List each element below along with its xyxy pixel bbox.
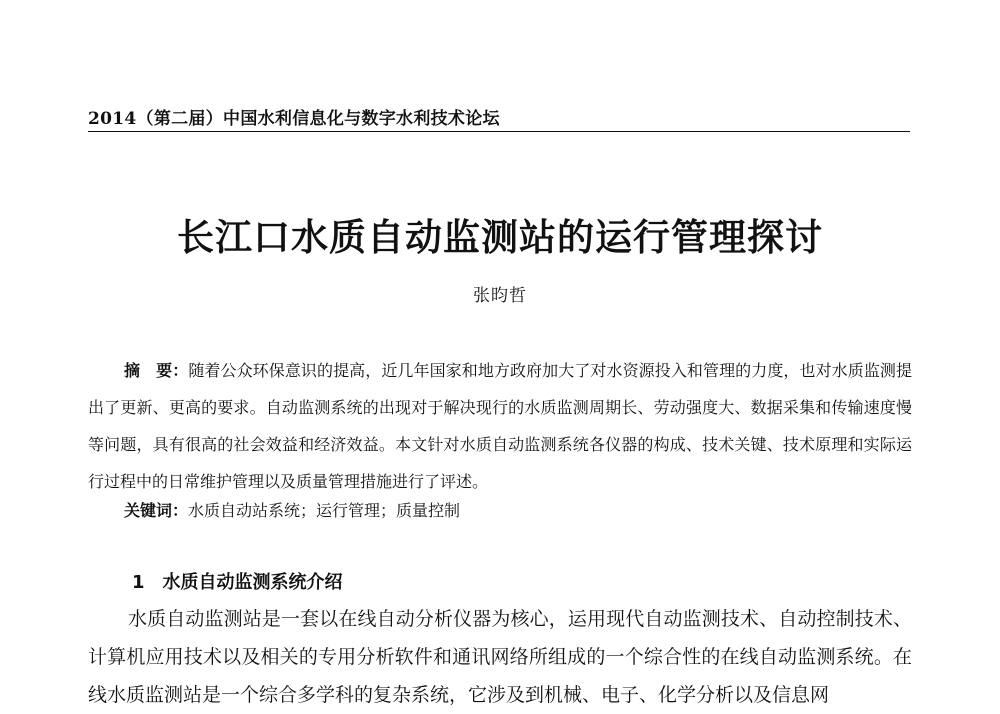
keywords-text: 水质自动站系统；运行管理；质量控制 (188, 501, 461, 520)
header-divider (88, 131, 910, 132)
keywords-label: 关键词： (124, 501, 189, 520)
paper-title: 长江口水质自动监测站的运行管理探讨 (177, 215, 823, 259)
running-header: 2014（第二届）中国水利信息化与数字水利技术论坛 (88, 109, 500, 129)
abstract-text: 随着公众环保意识的提高，近几年国家和地方政府加大了对水资源投入和管理的力度，也对水质监测提出了更新、更高的要求。自动监测系统的出现对于解决现行的水质监测周期长、劳动强度大、数据采集和传输速度慢等问题，具有很高的社会效益和经济效益。本文针对水质自动监测系统各仪器的构成、技术关键、技术原理和实际运行过程中的日常维护管理以及质量管理措施进行了评述。 (88, 361, 912, 491)
abstract-label: 摘 要： (124, 361, 189, 380)
section-1-heading: 1 水质自动监测系统介绍 (132, 572, 343, 593)
keywords-line (124, 498, 460, 521)
paper-author: 张昀哲 (473, 286, 527, 306)
abstract-paragraph (88, 352, 912, 500)
section-1-paragraph: 水质自动监测站是一套以在线自动分析仪器为核心，运用现代自动监测技术、自动控制技术、计算机应用技术以及相关的专用分析软件和通讯网络所组成的一个综合性的在线自动监测系统。在线水质监测站是一个综合多学科的复杂系统，它涉及到机械、电子、化学分析以及信息网 (88, 608, 912, 706)
